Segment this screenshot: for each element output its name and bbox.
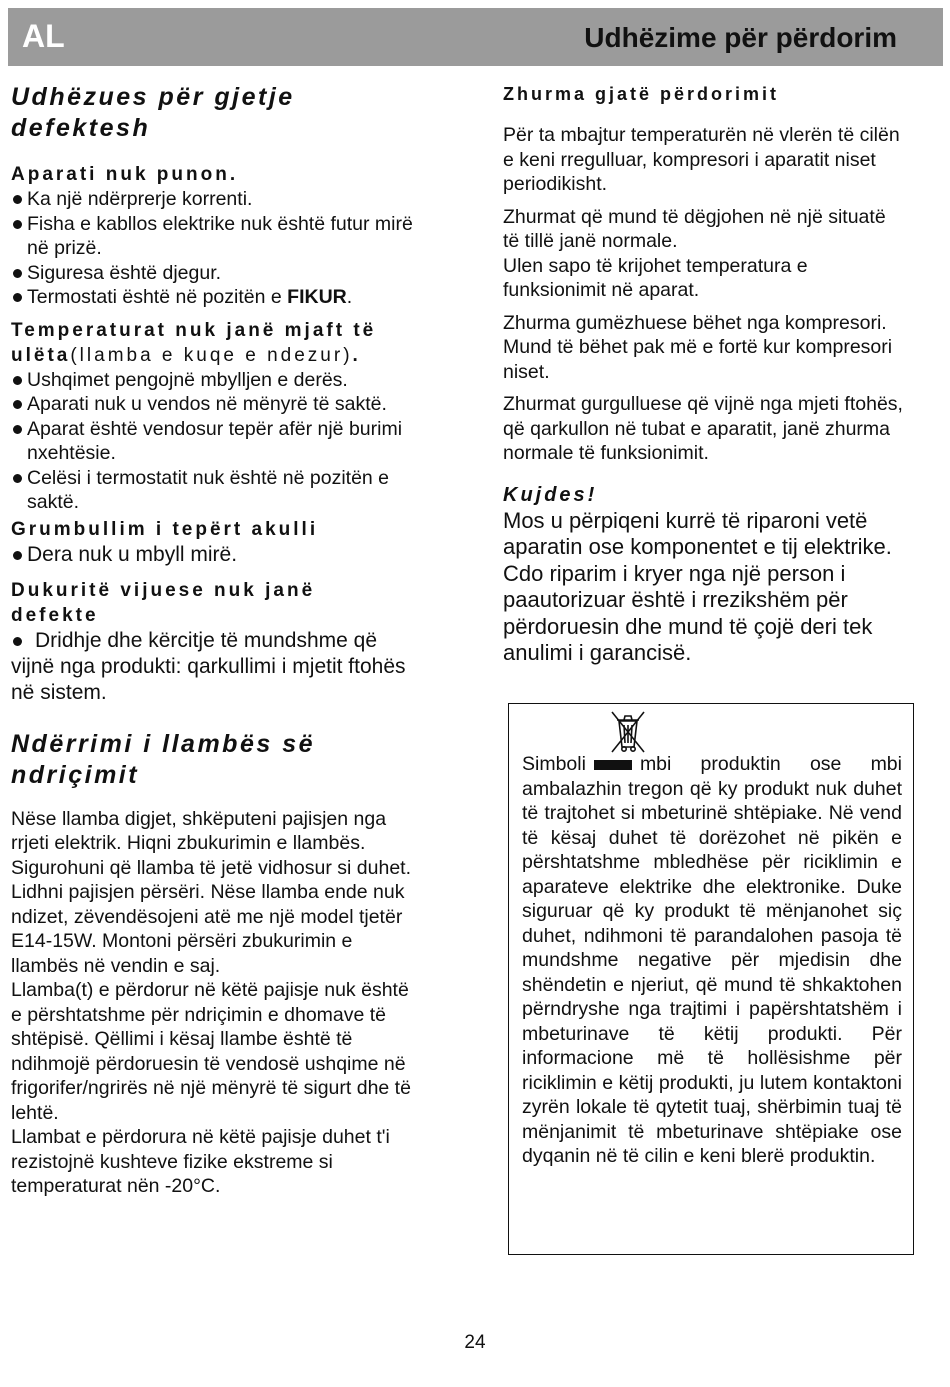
page-header xyxy=(8,8,943,66)
lamp-title: Ndërrimi i llambës së ndriçimit xyxy=(11,729,316,789)
list-item: Celësi i termostatit nuk është në pozitën e saktë. xyxy=(11,466,461,515)
warning-text: Mos u përpiqeni kurrë të riparoni vetë aparatin ose komponentet e tij elektrike. Cdo riparim i kryer nga një person i paautorizuar është i rrezikshëm për përdoruesin dhe mund të çojë deri tek anulimi i garancisë. xyxy=(503,507,892,665)
s2-title: Temperaturat nuk janë mjaft të ulëta(llamba e kuqe e ndezur). xyxy=(11,319,377,366)
weee-text: Simboli mbi produktin ose mbi ambalazhin tregon që ky produkt nuk duhet të trajtohet si mbeturinë shtëpiake. Në vend të kësaj duhet të dorëzohet në pikën e përshtatshme mbledhëse për riciklimin e aparateve elektrike dhe elektronike. Duke siguruar që ky produkt të mënjanohet siç duhet, ndihmoni të parandalohen pasoja të mundshme negative për mjedisin dhe shëndetin e njeriut, që mund të shkaktohen përndryshe nga trajtimi i papërshtatshëm i mbeturinave të këtij produkti. Për informacione më të hollësishme për riciklimin e këtij produkti, ju lutem kontaktoni zyrën lokale të qytetit tuaj, shërbimin tuaj të mënjanimit të mbeturinave shtëpiake ose dyqanin në të cilin e keni blerë produktin. xyxy=(522,753,902,1167)
troubleshooting-title: Udhëzues për gjetje defektesh xyxy=(11,83,295,142)
left-column xyxy=(11,82,461,1199)
list-item: Siguresa është djegur. xyxy=(11,261,461,286)
list-item: Fisha e kabllos elektrike nuk është futur mirë në prizë. xyxy=(11,212,461,261)
right-column xyxy=(503,82,943,667)
noise-paragraph: Zhurmat që mund të dëgjohen në një situatë të tillë janë normale. Ulen sapo të krijohet temperatura e funksionimit në aparat. xyxy=(503,205,886,301)
crossed-bin-icon xyxy=(609,709,647,755)
lamp-text: Nëse llamba digjet, shkëputeni pajisjen nga rrjeti elektrik. Hiqni zbukurimin e llambës. Sigurohuni që llamba të jetë vidhosur si duhet. Lidhni pajisjen përsëri. Nëse llamba ende nuk ndizet, zëvendësojeni atë me një model tjetër E14-15W. Montoni përsëri zbukurimin e llambës në vendin e saj. Llamba(t) e përdorur në këtë pajisje nuk është e përshtatshme për ndriçimin e dhomave të shtëpisë. Qëllimi i kësaj llambe është të ndihmojë përdoruesin të vendosë ushqime në frigorifer/ngrirës në një mënyrë të sigurt dhe të lehtë. Llambat e përdorura në këtë pajisje duhet t'i rezistojnë kushteve fizike ekstreme si temperaturat nën -20°C. xyxy=(11,807,411,1197)
list-item: Aparat është vendosur tepër afër një burimi nxehtësie. xyxy=(11,417,461,466)
list-item: Aparati nuk u vendos në mënyrë të saktë. xyxy=(11,392,461,417)
s1-title: Aparati nuk punon. xyxy=(11,164,239,185)
weee-notice-box xyxy=(508,703,914,1255)
list-item: Dridhje dhe kërcitje të mundshme që xyxy=(11,628,461,654)
list-item: Ka një ndërprerje korrenti. xyxy=(11,187,461,212)
warning-title: Kujdes! xyxy=(503,483,598,506)
s4-title: Dukuritë vijuese nuk janë defekte xyxy=(11,579,316,626)
list-item: Dera nuk u mbyll mirë. xyxy=(11,542,461,568)
s4-text: vijnë nga produkti: qarkullimi i mjetit ftohës në sistem. xyxy=(11,654,406,704)
noise-paragraph: Zhurmat gurgulluese që vijnë nga mjeti ftohës, që qarkullon në tubat e aparatit, janë zhurma normale të funksionimit. xyxy=(503,393,903,464)
noise-title: Zhurma gjatë përdorimit xyxy=(503,84,780,104)
list-item: Ushqimet pengojnë mbylljen e derës. xyxy=(11,368,461,393)
black-bar-symbol xyxy=(594,760,632,770)
list-item: Termostati është në pozitën e FIKUR. xyxy=(11,285,461,310)
noise-paragraph: Zhurma gumëzhuese bëhet nga kompresori. Mund të bëhet pak më e fortë kur kompresori niset. xyxy=(503,311,893,383)
language-code: AL xyxy=(22,18,65,54)
header-title: Udhëzime për përdorim xyxy=(584,22,897,53)
s3-title: Grumbullim i tepërt akulli xyxy=(11,518,319,540)
page-number: 24 xyxy=(464,1332,486,1353)
noise-paragraph: Për ta mbajtur temperaturën në vlerën të cilën e keni rregulluar, kompresori i aparatit niset periodikisht. xyxy=(503,124,900,195)
